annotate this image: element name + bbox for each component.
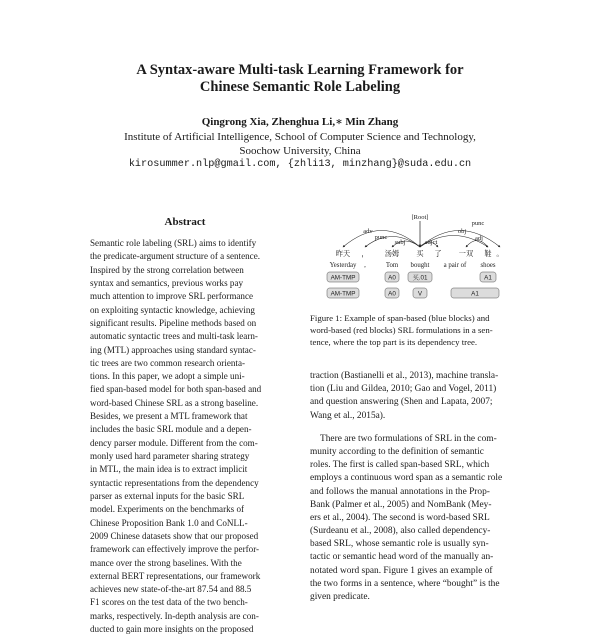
abstract-line: fied span-based model for both span-based and [90, 384, 262, 395]
body-line: the two forms in a sentence, where “bought” is the [310, 578, 500, 589]
body-line: tactic or semantic head word of the manually an- [310, 552, 494, 563]
abstract-line: Semantic role labeling (SRL) aims to identify [90, 238, 257, 248]
arc-label-obj: obj [457, 228, 467, 235]
body-line: notated word span. Figure 1 gives an example of [310, 565, 493, 576]
body-line: roles. The first is called span-based SRL, which [310, 460, 490, 471]
abstract-line: significant results. Pipeline methods based on [90, 317, 257, 328]
abstract-line: ducted to gain more insights on the proposed [90, 624, 254, 635]
abstract-line: Besides, we present a MTL framework that [90, 411, 248, 422]
arc-label-subj: subj [394, 239, 406, 246]
abstract-line: ing (MTL) approaches using standard syntac- [90, 344, 256, 355]
abstract-line: 2009 Chinese datasets show that our proposed [90, 530, 259, 541]
abstract-line: Inspired by the strong correlation between [90, 264, 244, 275]
abstract-line: tic trees are two common research orienta- [90, 357, 246, 368]
word-shoes: 鞋 [484, 249, 492, 258]
body-line: (Surdeanu et al., 2008), also called dependency- [310, 526, 491, 537]
abstract-line: syntax and semantics, previous works pay [90, 277, 244, 288]
span-based-tag-a0-label: A0 [388, 290, 396, 298]
abstract-line: Chinese Proposition Bank 1.0 and CoNLL- [90, 517, 248, 528]
body-line: Wang et al., 2015a). [310, 410, 386, 421]
abstract-line: marks, respectively. In-depth analysis are con- [90, 610, 259, 621]
gloss-comma: , [364, 262, 366, 269]
body-line: employs a continuous word span as a semantic role [310, 473, 503, 484]
word-comma: ， [361, 249, 369, 258]
body-line: traction (Bastianelli et al., 2013), machine transla- [310, 371, 499, 381]
caption-line: tence, where the top part is its dependency tree. [310, 337, 478, 347]
affiliation-line-2: Soochow University, China [239, 145, 361, 157]
arc-label-adjct: adjct [424, 239, 438, 246]
arc-label-adv: adv [363, 228, 373, 235]
abstract-line: the predicate-argument structure of a sentence. [90, 251, 261, 262]
abstract-line: F1 scores on the test data of the two bench- [90, 597, 248, 608]
abstract-line: on exploiting syntactic knowledge, achieving [90, 304, 255, 315]
figure-1-dependency-tree [310, 212, 518, 308]
paragraph-gap [310, 423, 515, 433]
caption-line: word-based (red blocks) SRL formulations in a sen- [310, 325, 493, 335]
body-line: tion (Liu and Gildea, 2010; Gao and Vogel, 2011) [310, 384, 497, 395]
paper-title-line-1: A Syntax-aware Multi-task Learning Framework for [136, 62, 464, 78]
abstract-line: much attention to improve SRL performance [90, 291, 254, 302]
span-based-tag-v-label: V [417, 290, 423, 298]
body-line: and follows the manual annotations in the Prop- [310, 486, 490, 497]
affiliation-line-1: Institute of Artificial Intelligence, School of Computer Science and Technology, [124, 131, 476, 143]
author-list: Qingrong Xia, Zhenghua Li,∗ Min Zhang [201, 116, 399, 128]
author-emails: kirosummer.nlp@gmail.com, {zhli13, minzhang}@suda.edu.cn [128, 159, 472, 170]
abstract-body [90, 237, 282, 636]
gloss-bought: bought [410, 262, 430, 269]
word-tom: 汤姆 [384, 249, 400, 258]
right-column-body [310, 370, 515, 604]
abstract-line: includes the basic SRL module and a depen- [90, 424, 252, 435]
abstract-line: automatic syntactic trees and multi-task learn- [90, 331, 258, 342]
body-line: given predicate. [310, 592, 370, 602]
paper-title-line-2: Chinese Semantic Role Labeling [199, 79, 401, 95]
body-line: ers et al., 2004). The second is word-based SRL [310, 512, 490, 523]
abstract-line: tions. In this paper, we adopt a simple uni- [90, 371, 245, 382]
abstract-line: monly used hard parameter sharing strategy [90, 451, 250, 461]
gloss-shoes: shoes [480, 262, 496, 269]
arc-label-punc-left: punc [374, 234, 388, 241]
abstract-line: achieves new state-of-the-art 87.54 and 88.5 [90, 584, 252, 595]
caption-line: Figure 1: Example of span-based (blue blocks) and [310, 313, 490, 323]
abstract-line: framework can effectively improve the perfor- [90, 544, 260, 555]
abstract-line: external BERT representations, our framework [90, 570, 261, 581]
abstract-line: word-based Chinese SRL as a strong baseline. [90, 397, 259, 408]
word-based-tag-a0-label: A0 [388, 274, 396, 282]
abstract-line: dency parser module. Different from the com- [90, 437, 258, 448]
predicate-sense-label: 买.01 [412, 274, 428, 282]
body-line: munity according to the definition of semantic [310, 446, 484, 457]
figure-1-caption [310, 312, 518, 348]
word-based-tag-am-tmp-label: AM-TMP [330, 274, 356, 282]
gloss-tom: Tom [385, 262, 399, 269]
word-a-pair: 一双 [458, 249, 474, 258]
gloss-yesterday: Yesterday [329, 262, 357, 269]
arc-label-adj: adj [475, 235, 483, 242]
abstract-heading: Abstract [164, 216, 206, 228]
abstract-line: mance over the strong baselines. With the [90, 557, 242, 568]
gloss-a-pair-of: a pair of [443, 262, 467, 269]
body-line: Bank (Palmer et al., 2005) and NomBank (Mey- [310, 499, 492, 510]
root-label: [Root] [411, 214, 429, 221]
word-period: 。 [496, 249, 504, 258]
span-based-tag-a1-label: A1 [471, 290, 479, 298]
word-based-tag-a1-label: A1 [484, 274, 492, 282]
body-line: based SRL, whose semantic role is usually syn- [310, 539, 489, 550]
abstract-line: model. Experiments on the benchmarks of [90, 504, 245, 515]
arc-punc-left [365, 237, 420, 248]
word-le: 了 [434, 249, 442, 258]
word-bought: 买 [416, 249, 424, 258]
body-line: There are two formulations of SRL in the com- [320, 433, 497, 444]
abstract-line: syntactic representations from the dependency [90, 477, 259, 488]
arc-label-punc-right: punc [471, 220, 485, 227]
word-yesterday: 昨天 [335, 249, 351, 258]
abstract-line: parser as external inputs for the basic SRL [90, 490, 245, 501]
abstract-line: in MTL, the main idea is to extract implicit [90, 464, 248, 475]
body-line: and question answering (Shen and Lapata, 2007; [310, 397, 493, 408]
span-based-tag-am-tmp-label: AM-TMP [330, 290, 356, 298]
